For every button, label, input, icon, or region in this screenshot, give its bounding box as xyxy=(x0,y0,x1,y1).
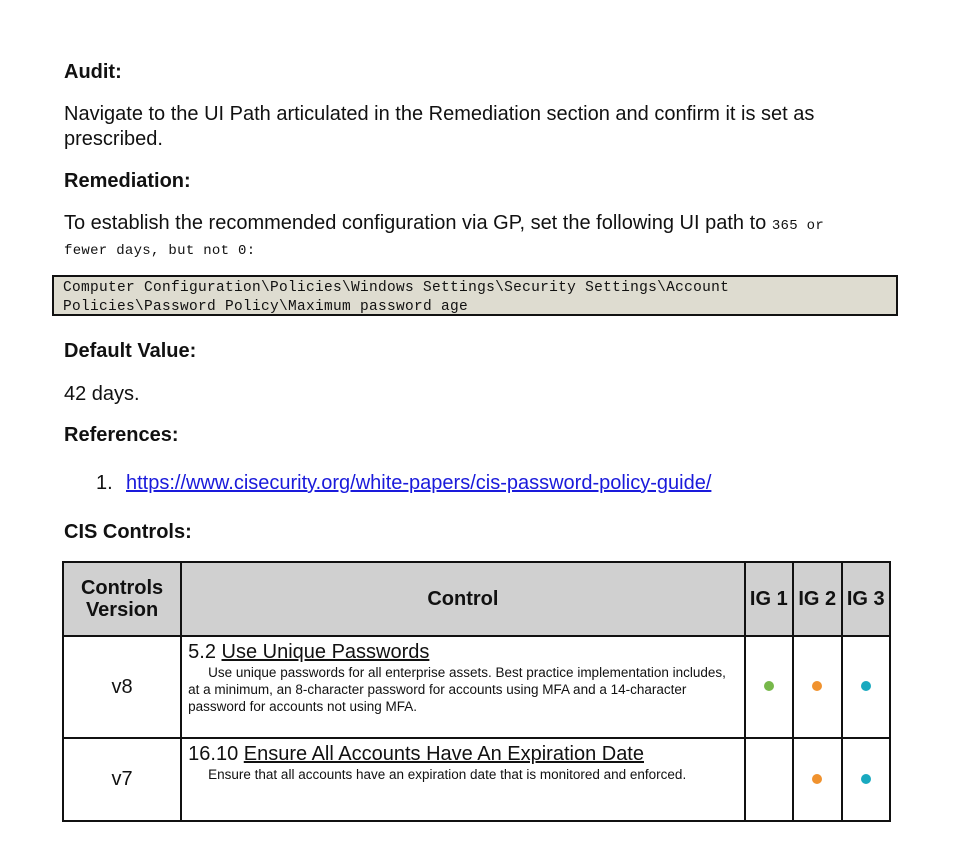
table-row xyxy=(63,636,890,738)
table-header-row xyxy=(63,562,890,636)
ig3-indicator-dot xyxy=(861,774,871,784)
audit-heading: Audit: xyxy=(64,61,122,83)
code-line-1: Computer Configuration\Policies\Windows Settings\Security Settings\Account xyxy=(63,280,730,296)
row-version: v7 xyxy=(63,738,181,821)
header-ig2: IG 2 xyxy=(793,562,841,636)
header-ig3: IG 3 xyxy=(842,562,890,636)
row-version: v8 xyxy=(63,636,181,738)
control-name-link[interactable]: Ensure All Accounts Have An Expiration Date xyxy=(243,743,644,765)
header-ig1: IG 1 xyxy=(745,562,793,636)
header-controls-version: Controls Version xyxy=(63,562,181,636)
default-value-text: 42 days. xyxy=(64,383,140,405)
references-heading: References: xyxy=(64,424,179,446)
row-ig2 xyxy=(793,738,841,821)
control-description: Use unique passwords for all enterprise assets. Best practice implementation includes, at a minimum, an 8-character password for accounts using MFA and a 14-character password for accounts not using MFA. xyxy=(188,665,726,714)
remediation-text-main: To establish the recommended configuration via GP, set the following UI path to xyxy=(64,212,767,234)
code-line-2: Policies\Password Policy\Maximum password age xyxy=(63,299,469,315)
row-control xyxy=(181,636,744,738)
ig1-indicator-dot xyxy=(764,681,774,691)
row-ig1 xyxy=(745,738,793,821)
remediation-value-2: fewer days, but not 0: xyxy=(64,243,256,259)
ig2-indicator-dot xyxy=(812,774,822,784)
ig2-indicator-dot xyxy=(812,681,822,691)
audit-text-line-1: Navigate to the UI Path articulated in the Remediation section and confirm it is set as xyxy=(64,103,815,125)
control-id: 16.10 xyxy=(188,743,239,765)
control-id: 5.2 xyxy=(188,641,216,663)
reference-number: 1. xyxy=(96,472,113,494)
control-description: Ensure that all accounts have an expiration date that is monitored and enforced. xyxy=(208,767,687,782)
row-ig2 xyxy=(793,636,841,738)
reference-link[interactable]: https://www.cisecurity.org/white-papers/cis-password-policy-guide/ xyxy=(126,472,712,494)
header-control: Control xyxy=(181,562,744,636)
audit-text xyxy=(64,102,814,152)
default-value-heading: Default Value: xyxy=(64,340,197,362)
control-title xyxy=(188,641,737,663)
ig3-indicator-dot xyxy=(861,681,871,691)
remediation-heading: Remediation: xyxy=(64,170,191,192)
ui-path-code-block xyxy=(52,275,898,316)
remediation-text xyxy=(64,211,824,264)
table-row xyxy=(63,738,890,821)
row-ig1 xyxy=(745,636,793,738)
control-title xyxy=(188,743,737,765)
cis-controls-heading: CIS Controls: xyxy=(64,521,192,543)
row-control xyxy=(181,738,744,821)
cis-controls-table xyxy=(62,561,891,822)
audit-text-line-2: prescribed. xyxy=(64,128,163,150)
control-name-link[interactable]: Use Unique Passwords xyxy=(221,641,430,663)
remediation-value-1: 365 or xyxy=(771,218,825,234)
row-ig3 xyxy=(842,738,890,821)
row-ig3 xyxy=(842,636,890,738)
